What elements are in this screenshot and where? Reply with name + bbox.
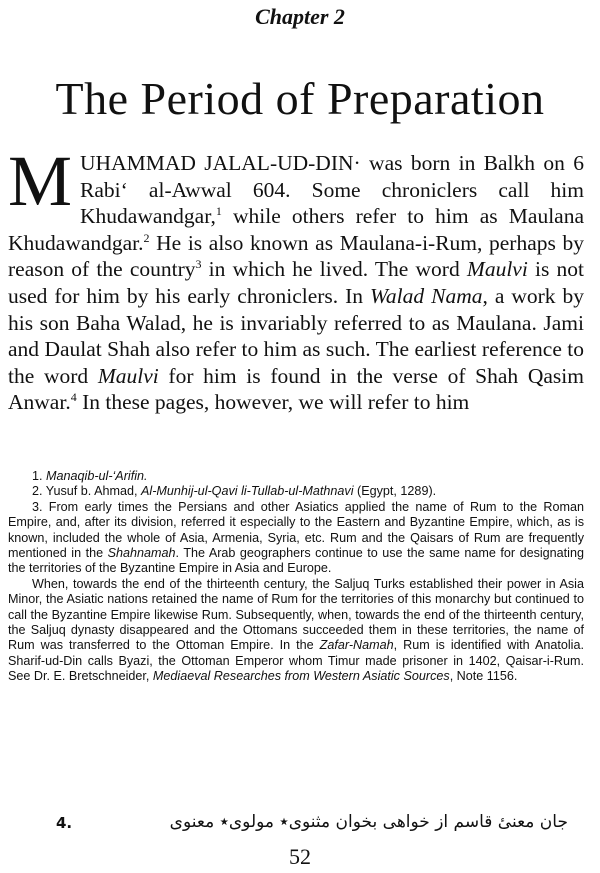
footnote-number: 4. [56,814,73,832]
body-segment: is not used for him by his early chroniclers. In [8,257,584,308]
footnote-title: Al-Munhij-ul-Qavi li-Tullab-ul-Mathnavi [141,484,354,499]
footnote-ref-4: 4 [70,390,77,405]
footnote-title: Manaqib-ul-‘Arifin. [46,469,148,483]
footnote-text: (Egypt, 1289). [353,484,437,499]
footnote-ref-3: 3 [195,257,202,272]
italic-term: Maulvi [466,257,528,282]
footnote-4-arabic [8,812,584,838]
footnote-ref-2: 2 [143,230,150,245]
body-segment: while others refer to him as Maulana Khudawandgar. [8,204,584,255]
arabic-verse: جان معنیٔ قاسم از خواهی بخوان مثنوی٭ مولوی٭ معنوی [169,812,568,832]
footnote-2 [8,484,584,499]
body-segment: UHAMMAD JALAL-UD-DIN· was born in Balkh on 6 Rabi‘ al-Awwal 604. Some chroniclers call him Khudawandgar, [80,151,584,229]
footnote-text: 3. From early times the Persians and other Asiatics applied the name of Rum to the Roman Empire, and, after its division, referred it especially to the Eastern and Byzantine Empire, which, as is known, included the whole of Asia, Armenia, Syria, etc. Rum and the Qaisars of Rum are frequently mentioned in the [8,499,584,561]
footnote-3 [8,500,584,577]
footnote-text: 2. Yusuf b. Ahmad, [32,484,141,499]
italic-term: Maulvi [97,363,159,388]
footnote-1 [8,469,584,484]
drop-cap: M [8,141,73,221]
chapter-heading: Chapter 2 [255,4,345,29]
footnotes [8,469,584,685]
footnote-title: Mediaeval Researches from Western Asiatic Sources [152,669,450,684]
body-text [8,141,584,416]
footnote-text: . The Arab geographers continue to use the same name for designating the territories of the Byzantine Empire in Asia and Europe. [8,546,584,576]
body-segment: He is also known as Maulana-i-Rum, perhaps by reason of the country [8,230,584,282]
body-segment: , a work by his son Baha Walad, he is invariably referred to as Maulana. Jami and Daulat Shah also refer to him as such. The earliest reference to the word [8,283,584,388]
body-segment: in which he lived. The word [201,257,467,282]
page-number: 52 [289,844,311,869]
footnote-number: 1. [32,469,47,483]
chapter-title: The Period of Preparation [55,73,545,124]
footnote-text: , Rum is identified with Anatolia. Sharif-ud-Din calls Byazi, the Ottoman Emperor whom Timur made prisoner in 1402, Qaisar-i-Rum. See Dr. E. Bretschneider, [8,638,584,684]
italic-title: Walad Nama [370,283,483,308]
footnote-text: When, towards the end of the thirteenth century, the Saljuq Turks established their power in Asia Minor, the Asiatic nations retained the name of Rum for the territories of this monarchy but continued to call the Byzantine Empire likewise Rum. Subsequently, when, towards the end of the thirteenth century, the Saljuq dynasty disappeared and the Ottomans succeeded them in these territories, the name of Rum was transferred to the Ottoman Empire. In the [8,576,584,653]
footnote-3-continued [8,577,584,685]
body-segment: In these pages, however, we will refer to him [76,390,470,415]
footnote-ref-1: 1 [215,204,222,219]
footnote-text: , Note 1156. [449,669,518,684]
footnote-title: Shahnamah [107,546,176,561]
footnote-title: Zafar-Namah [319,638,394,653]
body-segment: for him is found in the verse of Shah Qasim Anwar. [8,363,584,415]
